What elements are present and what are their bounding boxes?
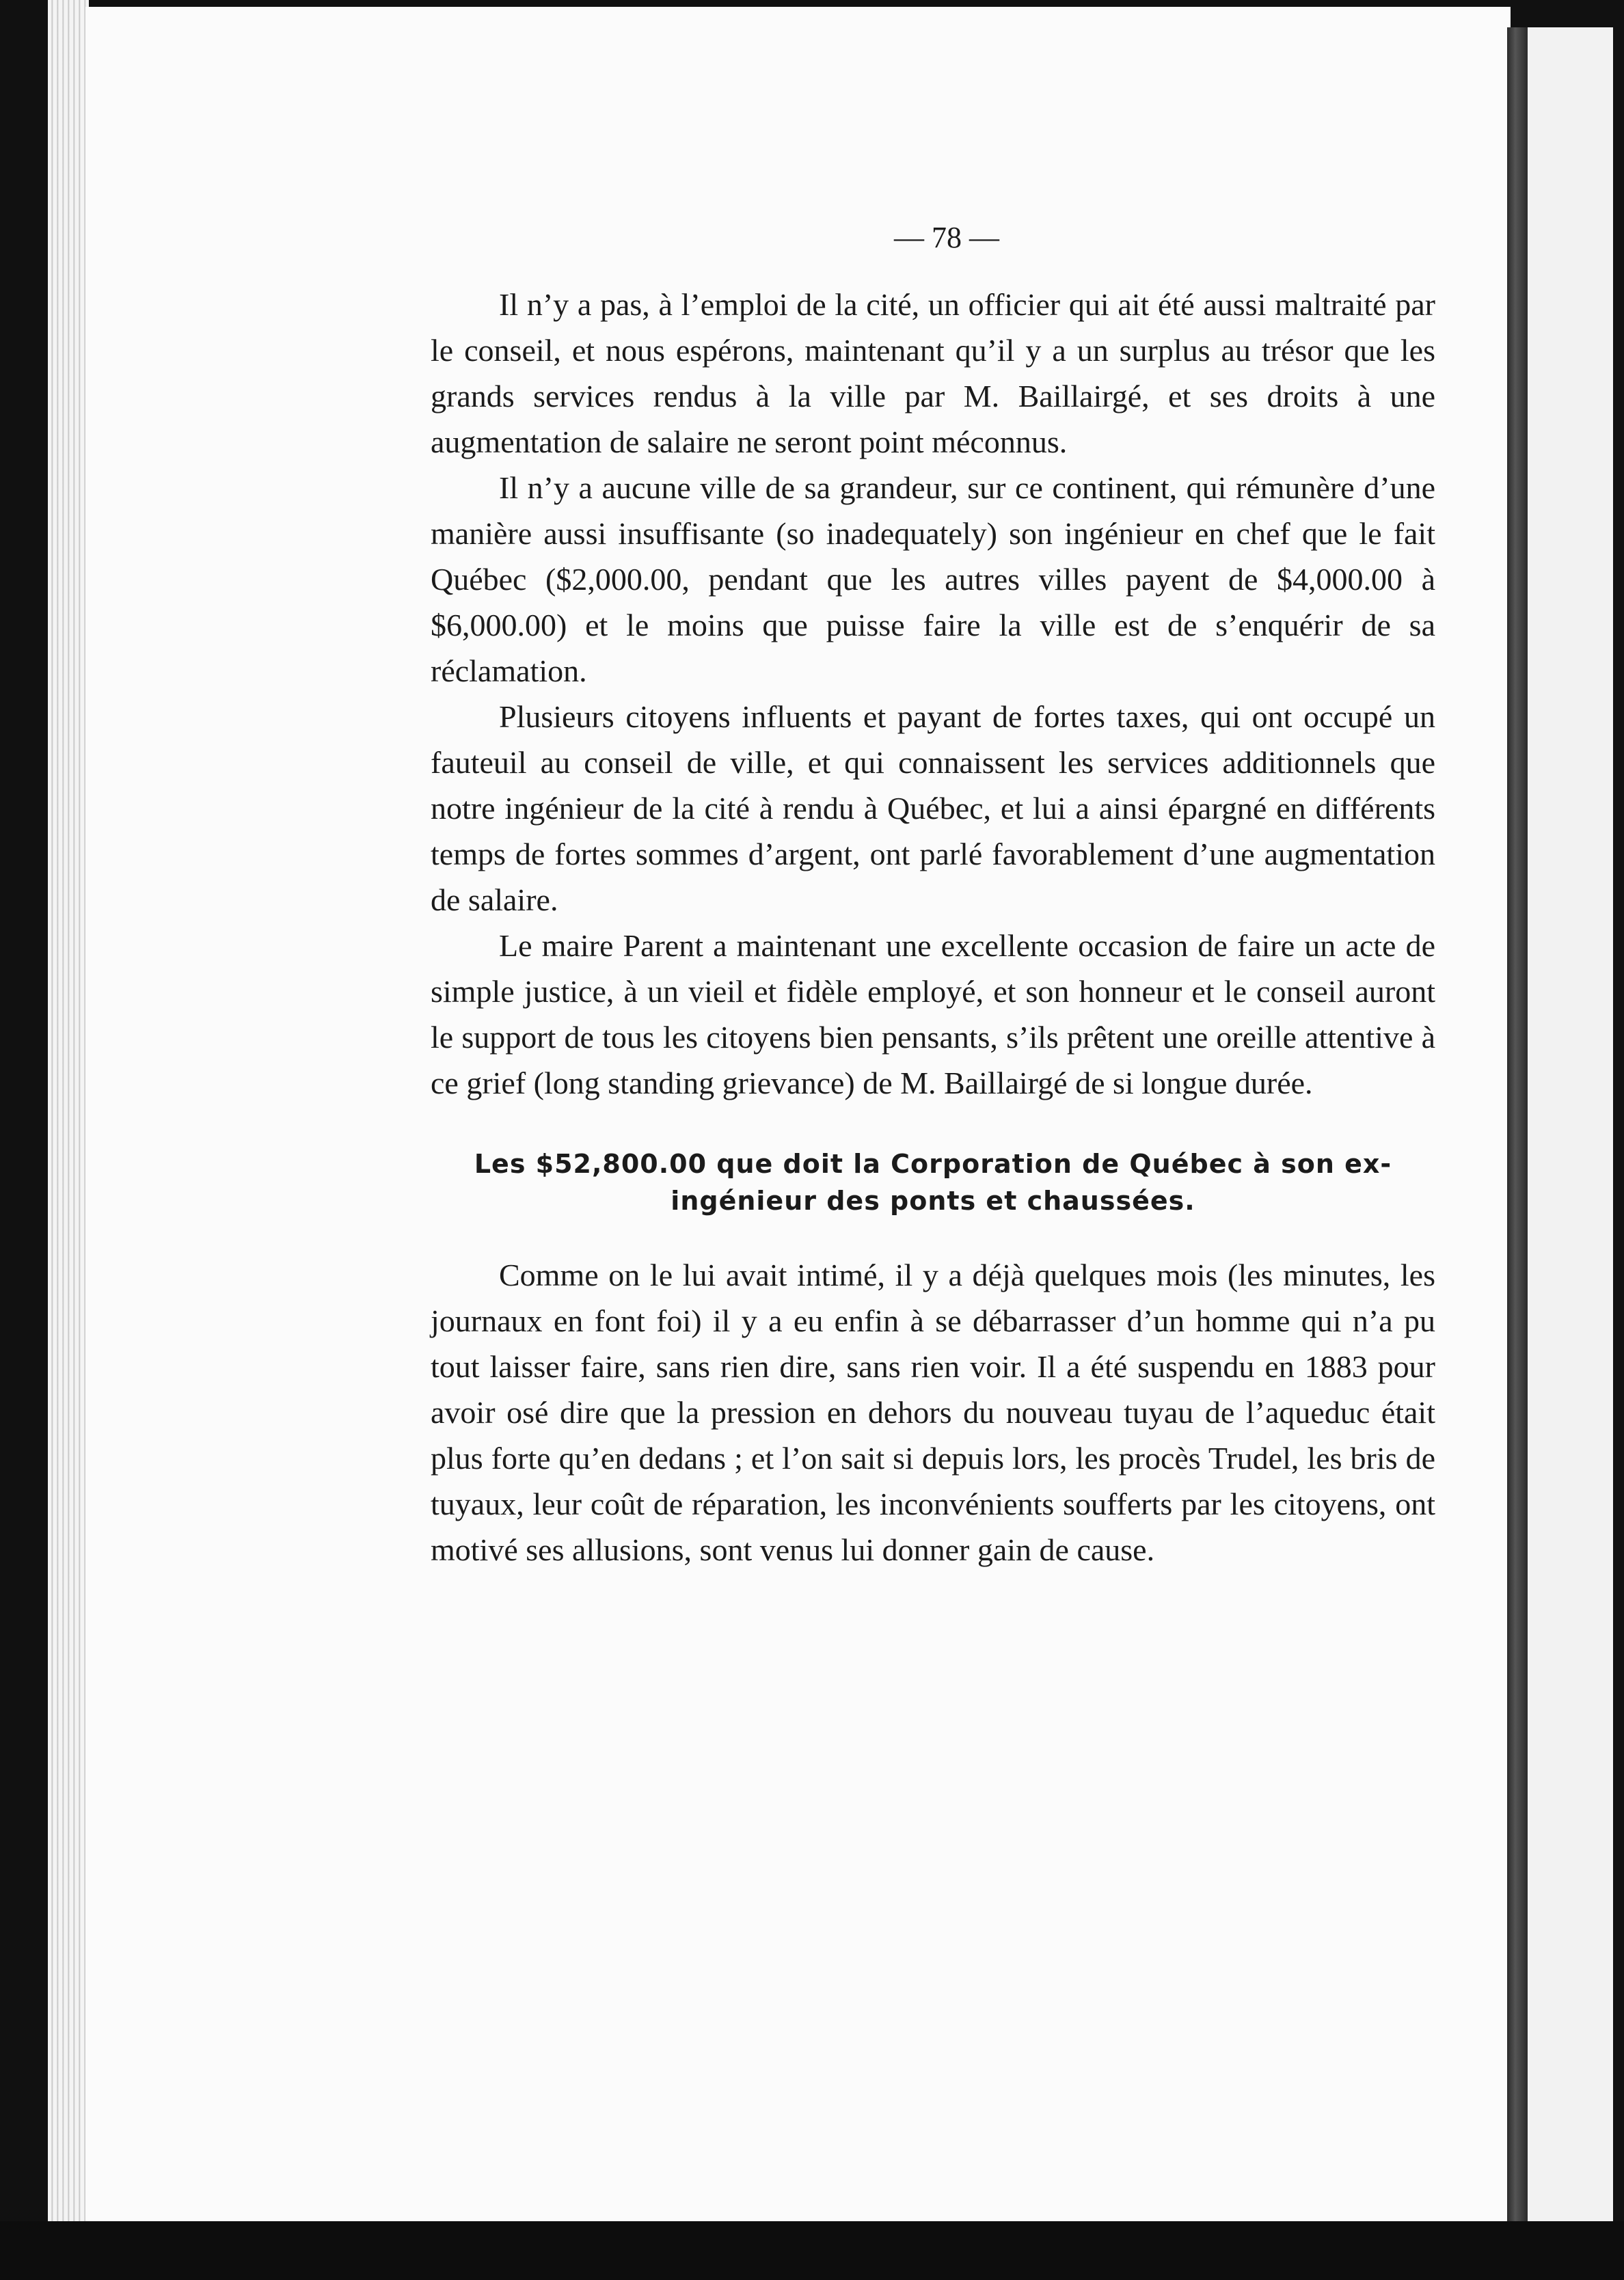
- paragraph: Il n’y a pas, à l’emploi de la cité, un officier qui ait été aussi maltraité par le conseil, et nous espérons, maintenant qu’il y a un surplus au trésor que les grands services rendus à la ville par M. Baillairgé, et ses droits à une augmentation de salaire ne seront point méconnus.: [431, 287, 1435, 459]
- section-heading: Les $52,800.00 que doit la Corporation de Québec à son ex-ingénieur des ponts et chaussées.: [474, 1149, 1392, 1216]
- book-page-edges: [48, 0, 89, 2255]
- paragraph: Il n’y a aucune ville de sa grandeur, sur ce continent, qui rémunère d’une manière aussi insuffisante (so inadequately) son ingénieur en chef que le fait Québec ($2,000.00, pendant que les autres villes payent de $4,000.00 à $6,000.00) et le moins que puisse faire la ville est de s’enquérir de sa réclamation.: [431, 470, 1435, 688]
- paragraph: Plusieurs citoyens influents et payant de fortes taxes, qui ont occupé un fauteuil au conseil de ville, et qui connaissent les services additionnels que notre ingénieur de la cité à rendu à Québec, et lui a ainsi épargné en différents temps de fortes sommes d’argent, ont parlé favorablement d’une augmentation de salaire.: [431, 699, 1435, 917]
- paragraph: Le maire Parent a maintenant une excellente occasion de faire un acte de simple justice, à un vieil et fidèle employé, et son honneur et le conseil auront le support de tous les citoyens bien pensants, s’ils prêtent une oreille attentive à ce grief (long standing grievance) de M. Baillairgé de si longue durée.: [431, 928, 1435, 1100]
- page-number: — 78 —: [894, 221, 999, 254]
- page-text: [431, 219, 1435, 1573]
- adjacent-page: [1528, 27, 1613, 2235]
- paragraph: Comme on le lui avait intimé, il y a déjà quelques mois (les minutes, les journaux en font foi) il y a eu enfin à se débarrasser d’un homme qui n’a pu tout laisser faire, sans rien dire, sans rien voir. Il a été suspendu en 1883 pour avoir osé dire que la pression en dehors du nouveau tuyau de l’aqueduc était plus forte qu’en dedans ; et l’on sait si depuis lors, les procès Trudel, les bris de tuyaux, leur coût de réparation, les inconvénients soufferts par les citoyens, ont motivé ses allusions, sont venus lui donner gain de cause.: [431, 1258, 1435, 1567]
- book-gutter-shadow: [1507, 27, 1528, 2235]
- scan-background: [0, 2221, 1624, 2280]
